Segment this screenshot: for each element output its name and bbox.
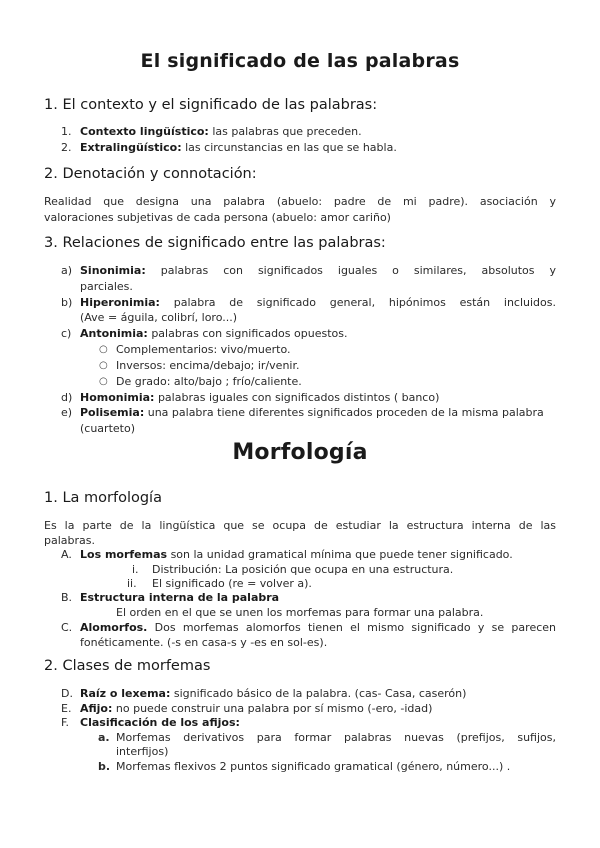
list-item	[80, 390, 439, 406]
list-marker: d)	[61, 391, 73, 404]
item-text: son la unidad gramatical mínima que puede tener significado.	[167, 548, 513, 561]
list-item-cont: fonéticamente. (-s en casa-s y -es en sol-es).	[80, 636, 328, 649]
list-item-cont: (Ave = águila, colibrí, loro...)	[80, 311, 238, 324]
circle-bullet-icon: ○	[99, 360, 108, 371]
sub-item: Inversos: encima/debajo; ir/venir.	[116, 359, 300, 372]
list-marker: A.	[61, 548, 72, 561]
item-text: palabra de significado general, hipónimos están incluidos.	[159, 296, 556, 309]
list-marker: i.	[132, 563, 139, 576]
title-morfologia: Morfología	[232, 440, 368, 465]
list-marker: E.	[61, 702, 72, 715]
sub-item: De grado: alto/bajo ; frío/caliente.	[116, 375, 302, 388]
paragraph-line: palabras.	[44, 534, 95, 547]
term: Antonimia:	[80, 327, 148, 340]
list-item	[80, 326, 347, 342]
heading-clases-morfemas: 2. Clases de morfemas	[44, 658, 211, 674]
sub-item: Morfemas flexivos 2 puntos significado gramatical (género, número...) .	[116, 760, 511, 773]
list-marker: D.	[61, 687, 73, 700]
list-marker: a.	[98, 731, 110, 744]
list-item-term: Estructura interna de la palabra	[80, 591, 280, 604]
term: Los morfemas	[80, 548, 168, 561]
sub-item: Complementarios: vivo/muerto.	[116, 343, 291, 356]
term: Homonimia:	[80, 391, 155, 404]
item-text: Dos morfemas alomorfos tienen el mismo significado y se parecen	[147, 621, 556, 634]
list-item	[80, 405, 544, 421]
item-text: las palabras que preceden.	[208, 125, 362, 138]
list-item	[80, 140, 397, 156]
list-item	[80, 124, 362, 140]
list-marker: a)	[61, 264, 73, 277]
list-item	[80, 686, 466, 702]
list-marker: 2.	[61, 141, 72, 154]
sub-item: Distribución: La posición que ocupa en una estructura.	[152, 563, 454, 576]
list-item-cont: El orden en el que se unen los morfemas para formar una palabra.	[116, 606, 484, 619]
item-text: palabras con significados opuestos.	[147, 327, 348, 340]
heading-la-morfologia: 1. La morfología	[44, 490, 162, 506]
title-significado: El significado de las palabras	[140, 50, 460, 72]
paragraph-line: Realidad que designa una palabra (abuelo: padre de mi padre). asociación y	[44, 195, 556, 208]
paragraph-line: Es la parte de la lingüística que se ocupa de estudiar la estructura interna de las	[44, 519, 556, 532]
list-item	[80, 263, 556, 279]
list-marker: e)	[61, 406, 73, 419]
list-marker: F.	[61, 716, 70, 729]
list-marker: b)	[61, 296, 73, 309]
paragraph-line: valoraciones subjetivas de cada persona (abuelo: amor cariño)	[44, 211, 391, 224]
term: Sinonimia:	[80, 264, 146, 277]
sub-item: El significado (re = volver a).	[152, 577, 312, 590]
list-marker: C.	[61, 621, 73, 634]
term: Polisemia:	[80, 406, 145, 419]
circle-bullet-icon: ○	[99, 376, 108, 387]
heading-relaciones: 3. Relaciones de significado entre las palabras:	[44, 235, 386, 251]
heading-denotacion: 2. Denotación y connotación:	[44, 166, 257, 182]
heading-contexto: 1. El contexto y el significado de las palabras:	[44, 97, 378, 113]
item-text: palabras iguales con significados distintos ( banco)	[154, 391, 440, 404]
item-text: palabras con significados iguales o similares, absolutos y	[145, 264, 556, 277]
list-item	[80, 547, 513, 563]
term: Hiperonimia:	[80, 296, 160, 309]
list-marker: ii.	[127, 577, 137, 590]
item-text: una palabra tiene diferentes significados proceden de la misma palabra	[144, 406, 544, 419]
term: Raíz o lexema:	[80, 687, 171, 700]
list-marker: B.	[61, 591, 73, 604]
list-item-cont: parciales.	[80, 280, 133, 293]
term: Contexto lingüístico:	[80, 125, 209, 138]
circle-bullet-icon: ○	[99, 344, 108, 355]
list-marker: b.	[98, 760, 111, 773]
list-item-term: Clasificación de los afijos:	[80, 716, 240, 729]
list-marker: 1.	[61, 125, 72, 138]
list-item	[80, 620, 556, 636]
item-text: no puede construir una palabra por sí mismo (-ero, -idad)	[112, 702, 433, 715]
item-text: las circunstancias en las que se habla.	[181, 141, 397, 154]
list-item	[80, 295, 556, 311]
item-text: significado básico de la palabra. (cas- Casa, caserón)	[170, 687, 467, 700]
list-item-cont: (cuarteto)	[80, 422, 135, 435]
sub-item: Morfemas derivativos para formar palabras nuevas (prefijos, sufijos,	[116, 731, 556, 744]
sub-item-cont: interfijos)	[116, 745, 169, 758]
term: Extralingüístico:	[80, 141, 182, 154]
list-marker: c)	[61, 327, 72, 340]
term: Afijo:	[80, 702, 113, 715]
term: Alomorfos.	[80, 621, 148, 634]
